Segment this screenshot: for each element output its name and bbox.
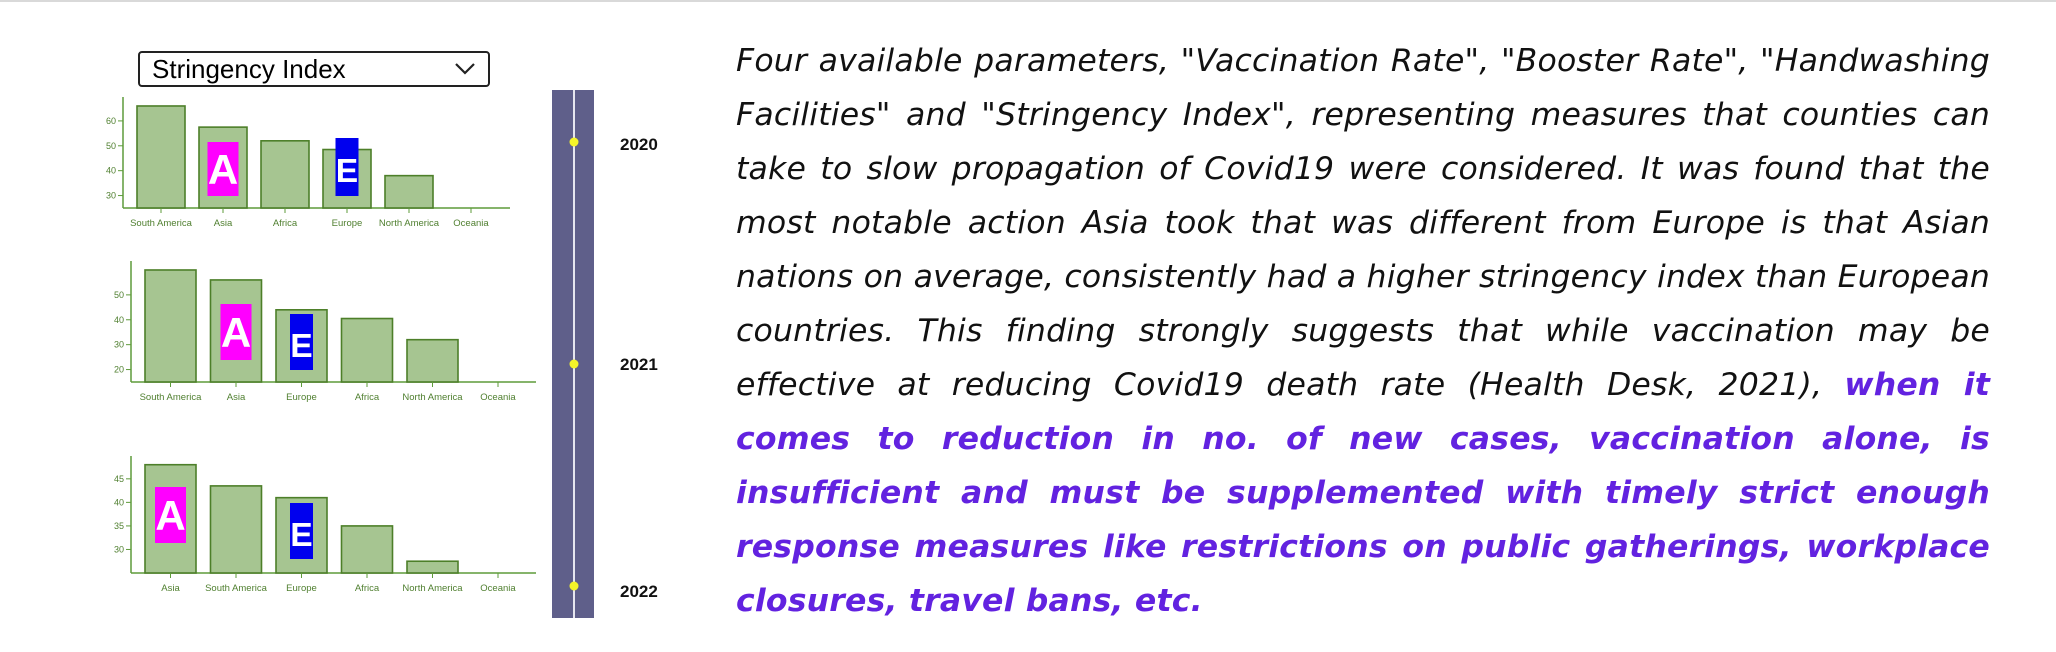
bar-chart-2021 [114, 261, 536, 403]
x-tick-label: South America [205, 583, 267, 594]
x-tick-label: North America [402, 583, 463, 594]
bar-africa [261, 141, 309, 208]
x-tick-label: Asia [161, 583, 180, 594]
slider-knob-2022[interactable] [570, 582, 579, 591]
y-tick-label: 50 [105, 140, 116, 151]
year-label-2022: 2022 [620, 582, 658, 601]
europe-marker-letter: E [290, 328, 313, 366]
x-tick-label: Africa [272, 218, 298, 229]
bar-north-america [407, 340, 458, 382]
x-tick-label: Europe [286, 583, 317, 594]
y-tick-label: 40 [105, 165, 116, 176]
x-tick-label: South America [130, 218, 192, 229]
x-tick-label: Oceania [453, 218, 489, 229]
y-tick-label: 40 [113, 497, 124, 508]
y-tick-label: 35 [113, 520, 124, 531]
year-slider[interactable] [552, 90, 658, 618]
x-tick-label: North America [402, 392, 463, 403]
x-tick-label: Oceania [480, 583, 516, 594]
x-tick-label: North America [378, 218, 440, 229]
y-tick-label: 30 [113, 339, 124, 350]
x-tick-label: Africa [354, 583, 380, 594]
narrative-body: Four available parameters, "Vaccination Rate", "Booster Rate", "Handwashing Facilities" and "Stringency Index", representing measures that counties can take to slow propagation of Covid19 were considered. It was found that the most notable action Asia took that was different from Europe is that Asian nations on average, consistently had a higher stringency index than European countries. This finding strongly suggests that while vaccination may be effective at reducing Covid19 death rate (Health Desk, 2021), [736, 43, 1990, 403]
year-label-2020: 2020 [620, 135, 658, 154]
bar-africa [342, 526, 393, 573]
x-tick-label: Europe [286, 392, 317, 403]
parameter-select-value: Stringency Index [152, 53, 346, 84]
bar-south-america [137, 106, 185, 208]
asia-marker-letter: A [207, 146, 239, 194]
y-tick-label: 60 [105, 115, 116, 126]
europe-marker-letter: E [335, 153, 359, 191]
narrative-text [736, 34, 1990, 628]
slider-knob-2021[interactable] [570, 360, 579, 369]
narrative-highlight: when it comes to reduction in no. of new cases, vaccination alone, is insufficient and must be supplemented with timely strict enough response measures like restrictions on public gatherings, workplace closures, travel bans, etc. [736, 367, 1990, 619]
bar-north-america [407, 561, 458, 573]
year-label-2021: 2021 [620, 355, 658, 374]
x-tick-label: Asia [213, 218, 233, 229]
x-tick-label: Africa [354, 392, 380, 403]
bar-chart-2020 [106, 97, 510, 229]
stringency-charts [0, 0, 720, 652]
asia-marker-letter: A [220, 309, 252, 357]
bar-africa [342, 319, 393, 382]
y-tick-label: 45 [113, 473, 124, 484]
y-tick-label: 30 [105, 190, 116, 201]
x-tick-label: Oceania [480, 392, 516, 403]
bar-chart-2022 [114, 456, 536, 594]
y-tick-label: 50 [113, 289, 124, 300]
slider-knob-2020[interactable] [570, 138, 579, 147]
y-tick-label: 30 [113, 544, 124, 555]
y-tick-label: 40 [113, 314, 124, 325]
bar-south-america [211, 486, 262, 573]
x-tick-label: Europe [331, 218, 363, 229]
bar-south-america [145, 270, 196, 382]
y-tick-label: 20 [113, 364, 124, 375]
x-tick-label: Asia [226, 392, 246, 403]
bar-north-america [385, 176, 433, 208]
x-tick-label: South America [139, 392, 202, 403]
europe-marker-letter: E [290, 517, 313, 555]
asia-marker-letter: A [155, 492, 186, 540]
